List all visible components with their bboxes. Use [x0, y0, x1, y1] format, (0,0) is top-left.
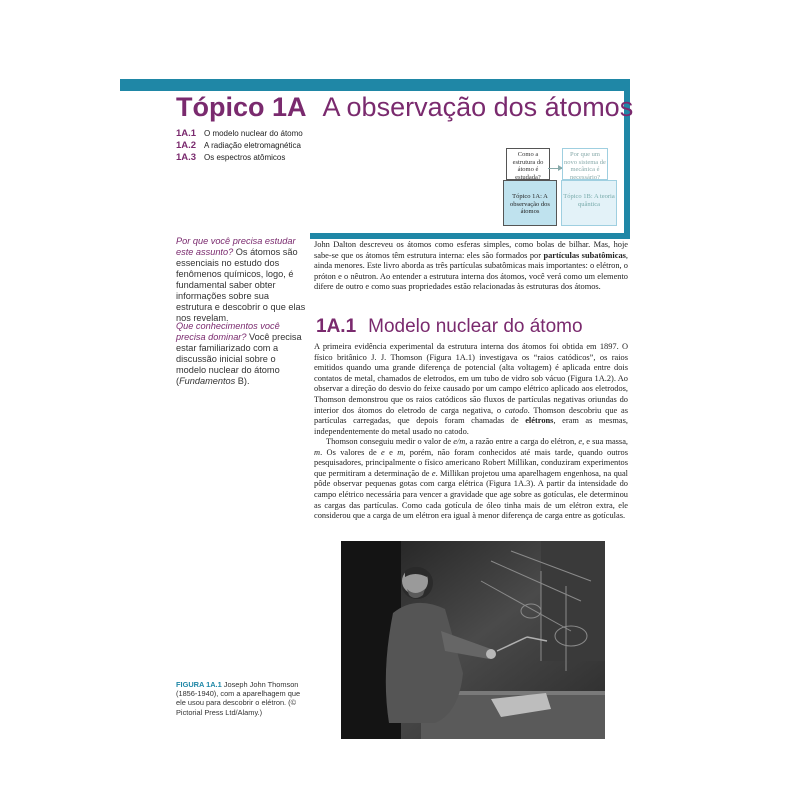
- sidebar-know-ref: Fundamentos: [179, 376, 236, 386]
- toc-code: 1A.1: [176, 128, 197, 139]
- topic-map-current-topic: Tópico 1A: A observação dos átomos: [503, 180, 557, 226]
- intro-text: John Dalton descreveu os átomos como esferas simples, como bolas de bilhar. Mas, hoje sabe-se que os átomos têm estrutura interna: eles são formados por: [314, 240, 628, 260]
- para-text: , eram as mesmas, independentemente do metal usado no catodo.: [314, 416, 629, 436]
- para-text: . Thomson descobriu que as partículas carregadas, que depois foram chamadas de: [314, 405, 628, 426]
- page-title: [176, 92, 633, 123]
- para-text: . Millikan projetou uma aparelhagem engenhosa, na qual pôde observar pequenas gotas com carga elétrica (Figura 1A.3). A partir da intensidade do campo elétrico necessária para vencer a gravidade que age sobre as gotículas, ele determinou as cargas das partículas. Como cada gotícula de óleo tinha mais de um elétron extra, ele considerou que a carga de um elétron era igual à menor diferença de carga entre as gotículas.: [314, 468, 628, 521]
- topic-contents: [176, 128, 303, 164]
- figure-label: FIGURA 1A.1: [176, 680, 222, 689]
- intro-text-end: , ainda menores. Este livro aborda as três partículas subatômicas mais importantes: o elétron, o próton e o nêutron. Ao entender a estrutura interna dos átomos, você verá como um elemento difere de outro e como suas propriedades estão relacionadas às estruturas dos átomos.: [314, 250, 628, 292]
- topic-map-question-2: Por que um novo sistema de mecânica é necessário?: [562, 148, 608, 180]
- topic-title: A observação dos átomos: [322, 92, 634, 122]
- para-text: , a razão entre a carga do elétron,: [465, 437, 579, 446]
- header-frame-bottom: [310, 233, 630, 239]
- para-text: A primeira evidência experimental da estrutura interna dos átomos foi obtida em 1897. O físico britânico J. J. Thomson (Figura 1A.1) investigava os “raios catódicos”, os raios emitidos quando uma grande diferença de potencial (alta voltagem) é aplicada entre dois contatos de metal, chamados de eletrodos, em um tubo de vidro sob vácuo (Figura 1A.2). Ao observar a direção do desvio do feixe causado por um campo elétrico aplicado aos eletrodos, Thomson demonstrou que os raios catódicos são fluxos de partículas negativas oriundas do interior dos átomos do eletrodo de carga negativa, o: [314, 342, 628, 415]
- topic-number: Tópico 1A: [176, 92, 307, 122]
- para-italic: e: [578, 437, 583, 446]
- toc-label: A radiação eletromagnética: [204, 141, 301, 150]
- para-italic: e: [431, 468, 436, 478]
- para-italic-term: catodo: [504, 405, 528, 415]
- toc-item[interactable]: [176, 152, 303, 164]
- para-bold-term: elétrons: [525, 416, 554, 426]
- para-italic: e/m: [453, 437, 466, 446]
- toc-item[interactable]: [176, 128, 303, 140]
- section-title: Modelo nuclear do átomo: [368, 316, 583, 337]
- section-number: 1A.1: [316, 316, 357, 337]
- toc-item[interactable]: [176, 140, 303, 152]
- para-text: , e sua massa,: [582, 437, 629, 446]
- topic-map-arrow: [548, 168, 562, 169]
- sidebar-why-question: Por que você precisa estudar este assunto?: [176, 236, 296, 257]
- topic-map-question-1: Como a estrutura do átomo é estudada?: [506, 148, 550, 180]
- para-italic: e: [381, 447, 385, 457]
- figure-caption-text: Joseph John Thomson (1856-1940), com a aparelhagem que ele usou para descobrir o elétron. (© Pictorial Press Ltd/Alamy.): [176, 680, 301, 717]
- toc-label: Os espectros atômicos: [204, 153, 286, 162]
- para-text: . Os valores de: [320, 447, 382, 457]
- para-text: , porém, não foram conhecidos até mais tarde, quando outros pesquisadores, principalmente o físico americano Robert Millikan, conduziram experimentos que permitiram a determinação de: [314, 447, 628, 478]
- body-paragraph-1: [314, 342, 628, 437]
- para-text: Thomson conseguiu medir o valor de: [326, 437, 454, 446]
- toc-code: 1A.2: [176, 140, 197, 151]
- sidebar-know-question: Que conhecimentos você precisa dominar?: [176, 321, 280, 342]
- intro-paragraph: [314, 240, 628, 293]
- sidebar-prerequisites: [176, 321, 306, 387]
- para-text: e: [384, 447, 398, 457]
- sidebar-know-answer: Você precisa estar familiarizado com a discussão inicial sobre o modelo nuclear do átomo (: [176, 332, 302, 386]
- sidebar-why: [176, 236, 306, 324]
- header-rule: [120, 79, 630, 91]
- section-heading: [316, 316, 583, 338]
- para-italic: m: [397, 447, 404, 457]
- toc-label: O modelo nuclear do átomo: [204, 129, 303, 138]
- sidebar-why-answer: Os átomos são essenciais no estudo dos fenômenos químicos, logo, é fundamental saber obter informações sobre sua estrutura e descobrir o que elas nos revelam.: [176, 247, 306, 323]
- body-paragraph-2: [314, 437, 628, 522]
- toc-code: 1A.3: [176, 152, 197, 163]
- photo-illustration: [341, 541, 605, 739]
- intro-bold-term: partículas subatômicas: [543, 250, 626, 260]
- topic-map-next-topic: Tópico 1B: A teoria quântica: [561, 180, 617, 226]
- sidebar-know-answer-end: B).: [235, 376, 250, 386]
- para-italic: m: [314, 447, 321, 457]
- figure-caption: [176, 680, 306, 717]
- thomson-photo: [341, 541, 605, 739]
